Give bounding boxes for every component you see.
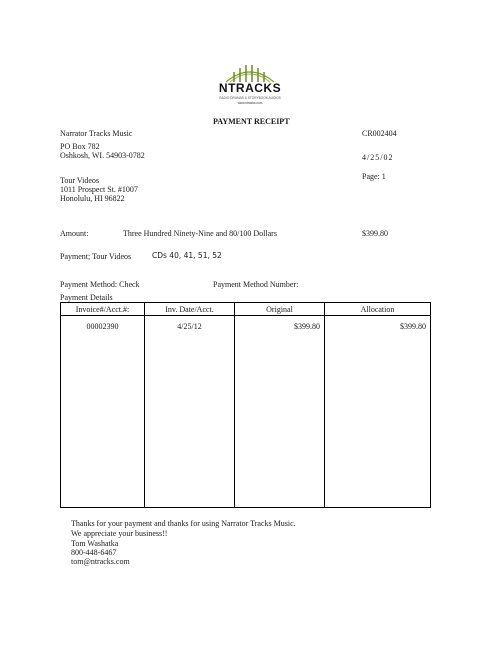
receipt-date: 4/25/02	[362, 153, 394, 162]
footer-appreciation: We appreciate your business!!	[71, 529, 168, 538]
payment-details-label: Payment Details	[60, 293, 113, 302]
table-header-row	[61, 303, 431, 316]
column-header-inv-date: Inv. Date/Acct.	[145, 303, 235, 316]
receipt-number: CR002404	[362, 129, 397, 138]
sender-address-line1: PO Box 782	[60, 142, 100, 151]
table-row	[61, 316, 431, 508]
memo-printed: Payment; Tour Videos	[60, 252, 132, 261]
cell-original: $399.80	[235, 316, 325, 508]
document-title: PAYMENT RECEIPT	[213, 117, 290, 126]
footer-thanks: Thanks for your payment and thanks for using Narrator Tracks Music.	[71, 519, 296, 528]
recipient-address-line2: Honolulu, HI 96822	[60, 194, 125, 203]
column-header-invoice: Invoice#/Acct.#:	[61, 303, 145, 316]
amount-label: Amount:	[60, 229, 89, 238]
payment-method: Payment Method: Check	[60, 280, 140, 289]
sender-name: Narrator Tracks Music	[60, 129, 133, 138]
memo-handwritten: CDs 40, 41, 51, 52	[152, 251, 222, 260]
payment-details-table	[60, 302, 431, 508]
amount-words: Three Hundred Ninety-Nine and 80/100 Dollars	[123, 229, 277, 238]
amount-value: $399.80	[362, 229, 388, 238]
column-header-allocation: Allocation	[325, 303, 431, 316]
page-number: Page: 1	[362, 172, 386, 181]
footer-email: tom@ntracks.com	[71, 557, 130, 566]
recipient-address-line1: 1011 Prospect St. #1007	[60, 185, 138, 194]
cell-invoice-number: 00002390	[61, 316, 145, 508]
footer-phone: 800-448-6467	[71, 548, 117, 557]
recipient-name: Tour Videos	[60, 176, 100, 185]
footer-contact-name: Tom Washatka	[71, 539, 119, 548]
logo-url: www.ntracks.com	[237, 101, 263, 105]
logo-tagline: RADIO DRAMAS & STORYBOOK AUDIOS	[219, 96, 281, 100]
cell-allocation: $399.80	[325, 316, 431, 508]
company-logo	[204, 60, 296, 110]
column-header-original: Original	[235, 303, 325, 316]
payment-method-number-label: Payment Method Number:	[213, 280, 299, 289]
sender-address-line2: Oshkosh, WI. 54903-0782	[60, 151, 145, 160]
logo-name: NTRACKS	[218, 81, 282, 95]
cell-invoice-date: 4/25/12	[145, 316, 235, 508]
